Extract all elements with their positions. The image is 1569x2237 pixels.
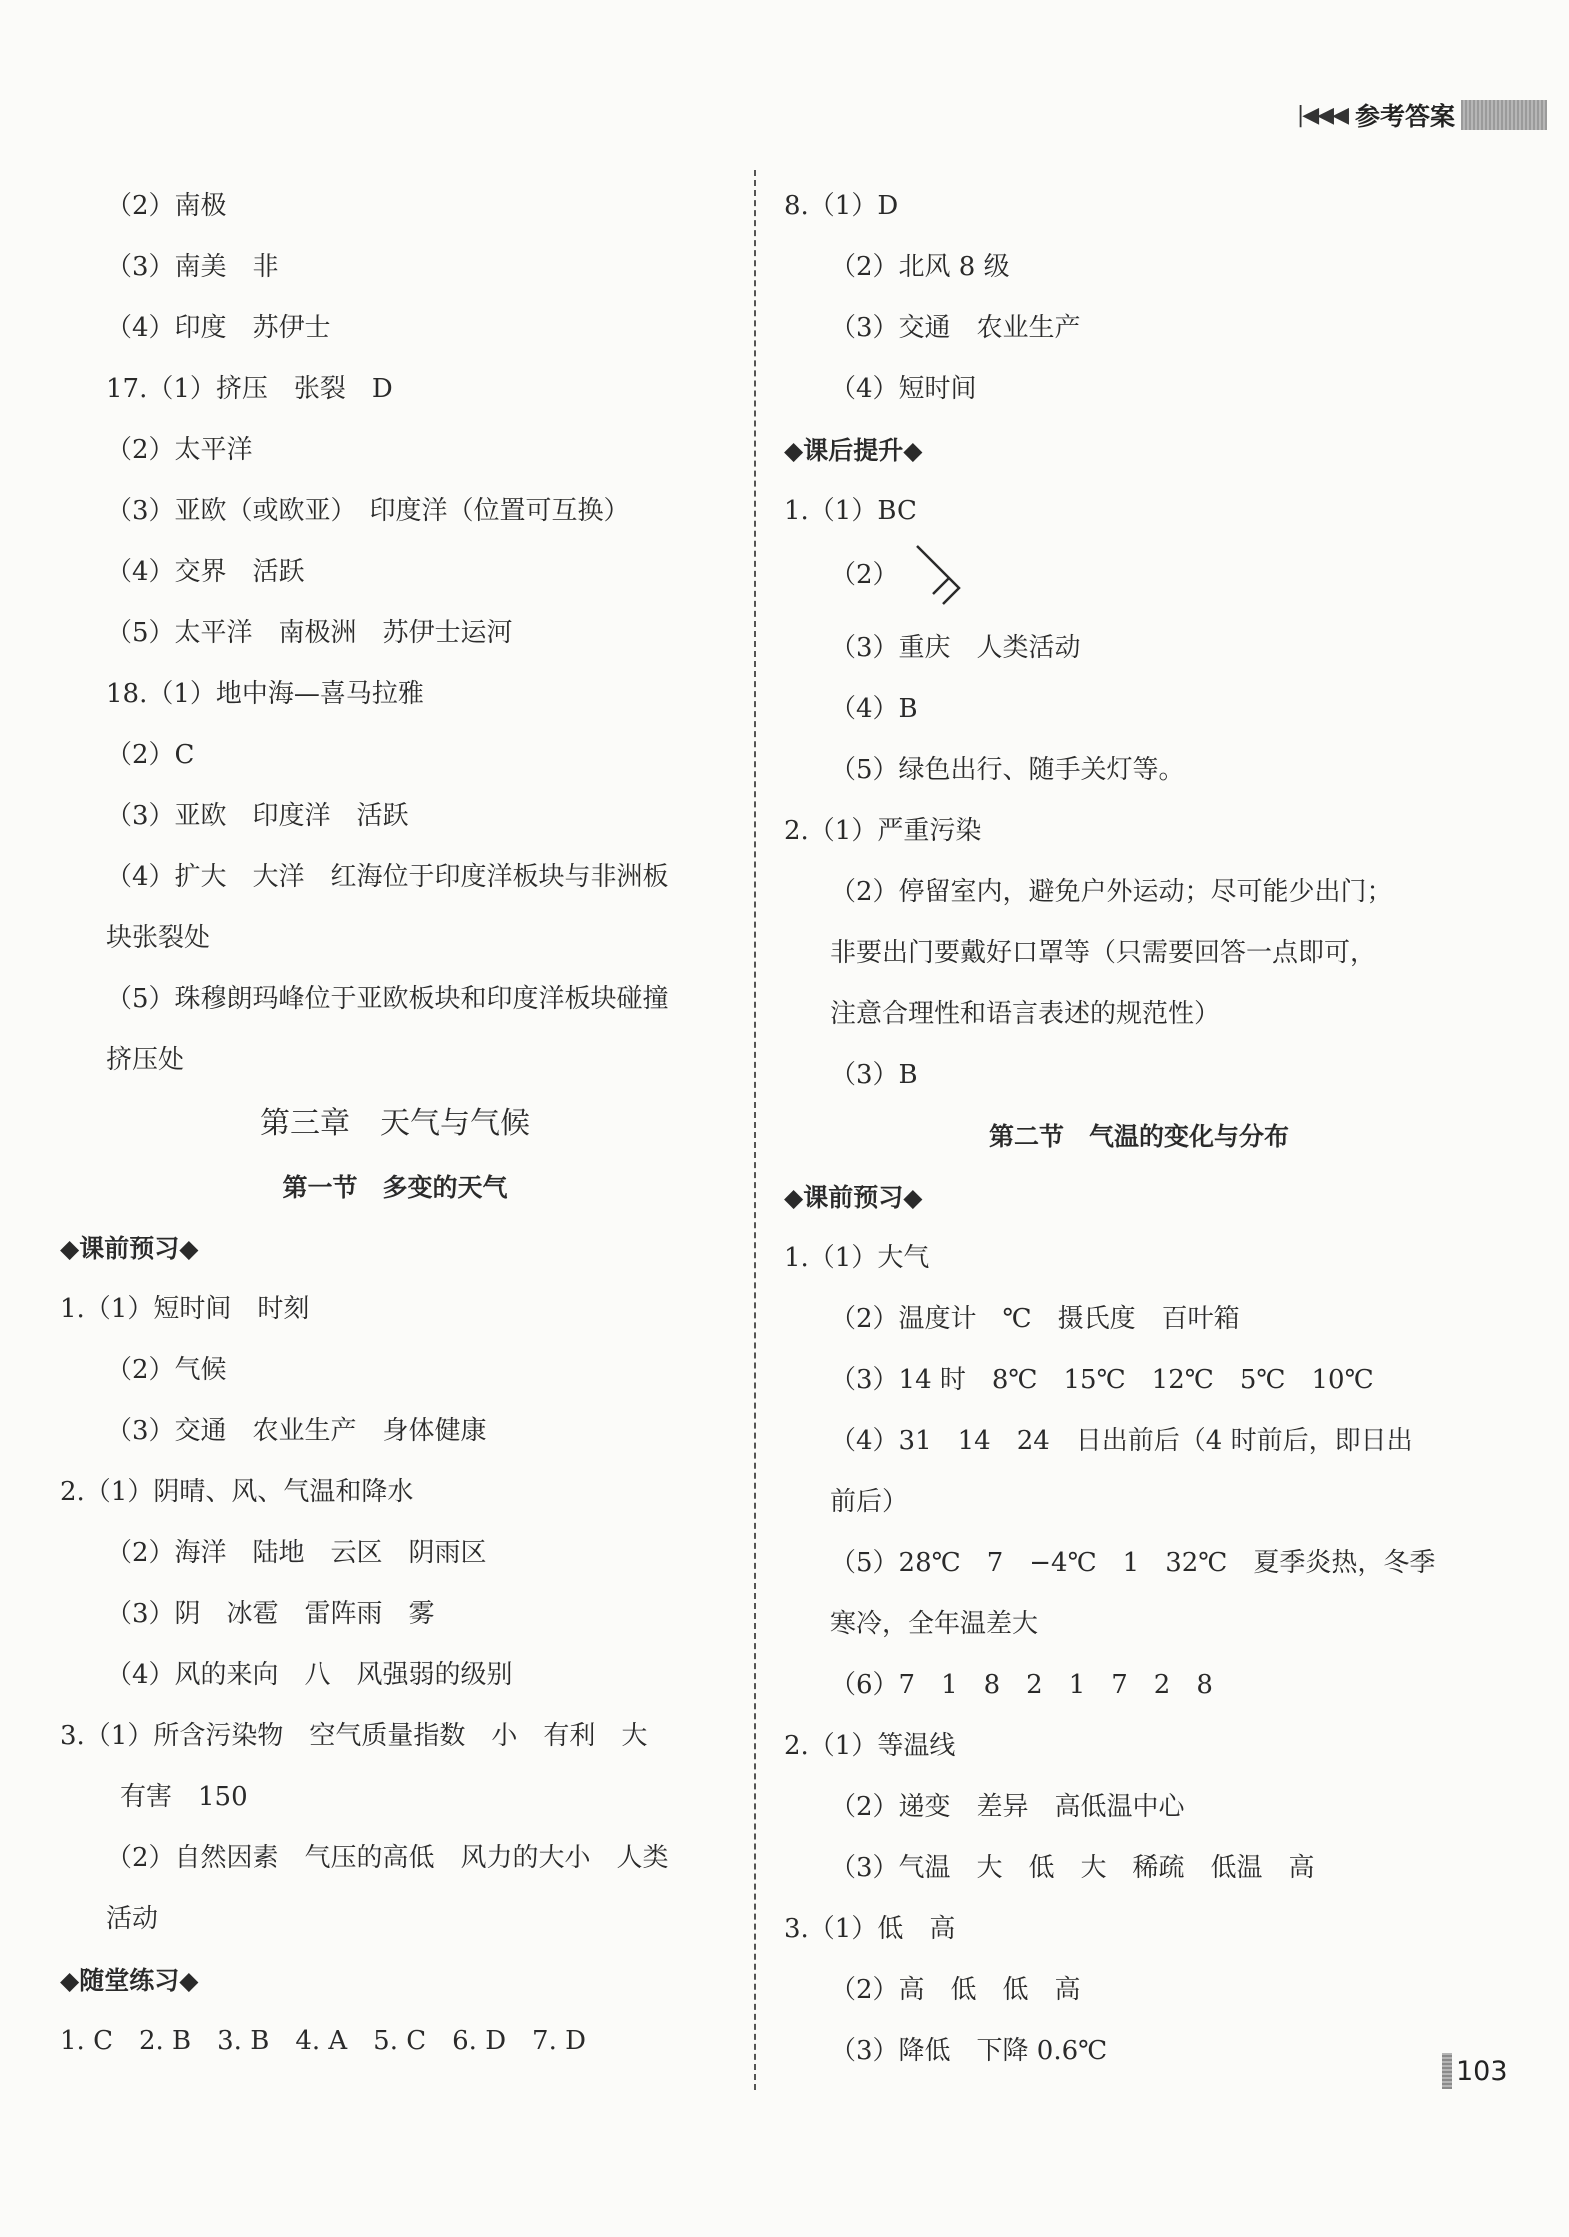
- section-heading: ◆课前预习◆: [784, 1183, 923, 1212]
- answer-line: （3）B: [830, 1060, 918, 1090]
- column-divider: [754, 170, 756, 2090]
- answer-line: （5）珠穆朗玛峰位于亚欧板块和印度洋板块碰撞: [106, 984, 669, 1014]
- answer-line: （4）扩大 大洋 红海位于印度洋板块与非洲板: [106, 862, 669, 892]
- answer-line: 8.（1）D: [784, 191, 899, 221]
- left-column: [60, 176, 730, 2072]
- answer-line: 3.（1）低 高: [784, 1914, 956, 1944]
- answer-line: （2）高 低 低 高: [830, 1975, 1081, 2005]
- answer-line: （2）自然因素 气压的高低 风力的大小 人类: [106, 1843, 669, 1873]
- answer-line: 18.（1）地中海—喜马拉雅: [106, 679, 424, 709]
- answer-line: 活动: [106, 1904, 159, 1934]
- answer-line: （2）温度计 ℃ 摄氏度 百叶箱: [830, 1304, 1240, 1334]
- answer-line: （4）B: [830, 694, 918, 724]
- answer-line: 非要出门要戴好口罩等（只需要回答一点即可，: [830, 938, 1377, 968]
- answer-line: （3）气温 大 低 大 稀疏 低温 高: [830, 1853, 1315, 1883]
- answer-line: （4）短时间: [830, 374, 977, 404]
- answer-line: 1.（1）BC: [784, 496, 917, 526]
- page-number: [1442, 2053, 1508, 2089]
- answer-line: 有害 150: [120, 1782, 248, 1812]
- answer-line: 前后）: [830, 1487, 909, 1517]
- header-decor-bar: [1461, 100, 1547, 130]
- answer-line: 挤压处: [106, 1045, 185, 1075]
- section-heading: ◆随堂练习◆: [60, 1966, 199, 1995]
- page-header: [1297, 100, 1547, 130]
- answer-line: 1. C 2. B 3. B 4. A 5. C 6. D 7. D: [60, 2026, 586, 2056]
- answer-line: 3.（1）所含污染物 空气质量指数 小 有利 大: [60, 1721, 648, 1751]
- answer-line: 1.（1）大气: [784, 1243, 930, 1273]
- answer-line: （3）南美 非: [106, 252, 279, 282]
- header-title: 参考答案: [1354, 102, 1455, 131]
- page-number-decor: [1442, 2053, 1452, 2089]
- answer-line: （5）绿色出行、随手关灯等。: [830, 755, 1185, 785]
- answer-line: （2）C: [106, 740, 195, 770]
- section-heading: ◆课后提升◆: [784, 436, 923, 465]
- answer-line: （4）交界 活跃: [106, 557, 305, 587]
- answer-line: （3）阴 冰雹 雷阵雨 雾: [106, 1599, 435, 1629]
- section-title: 第一节 多变的天气: [282, 1173, 508, 1202]
- answer-line: （2）北风 8 级: [830, 252, 1010, 282]
- right-column: [784, 176, 1494, 2082]
- answer-line: （2）气候: [106, 1355, 227, 1385]
- answer-line: （3）降低 下降 0.6℃: [830, 2036, 1108, 2066]
- answer-line: （5）28℃ 7 −4℃ 1 32℃ 夏季炎热，冬季: [830, 1548, 1436, 1578]
- answer-line: （4）风的来向 八 风强弱的级别: [106, 1660, 513, 1690]
- answer-line: （3）重庆 人类活动: [830, 633, 1081, 663]
- answer-line: （3）交通 农业生产 身体健康: [106, 1416, 487, 1446]
- answer-line: 寒冷，全年温差大: [830, 1609, 1039, 1639]
- answer-line: （3）亚欧 印度洋 活跃: [106, 801, 409, 831]
- answer-line: （3）14 时 8℃ 15℃ 12℃ 5℃ 10℃: [830, 1365, 1374, 1395]
- page-number-text: 103: [1456, 2055, 1508, 2087]
- answer-line: （3）亚欧（或欧亚） 印度洋（位置可互换）: [106, 496, 630, 526]
- answer-line: （2）海洋 陆地 云区 阴雨区: [106, 1538, 487, 1568]
- answer-line: （3）交通 农业生产: [830, 313, 1081, 343]
- answer-line: 2.（1）阴晴、风、气温和降水: [60, 1477, 414, 1507]
- answer-text: （2）: [830, 560, 899, 590]
- answer-line: （2）南极: [106, 191, 227, 221]
- answer-line: 2.（1）严重污染: [784, 816, 982, 846]
- answer-line: （6）7 1 8 2 1 7 2 8: [830, 1670, 1213, 1700]
- answer-line: （4）印度 苏伊士: [106, 313, 331, 343]
- nav-arrows-icon: |◀◀◀: [1296, 102, 1347, 128]
- answer-line: 块张裂处: [106, 923, 211, 953]
- section-heading: ◆课前预习◆: [60, 1234, 199, 1263]
- answer-line: 注意合理性和语言表述的规范性）: [830, 999, 1221, 1029]
- chapter-title: 第三章 天气与气候: [260, 1106, 530, 1141]
- answer-line: （4）31 14 24 日出前后（4 时前后，即日出: [830, 1426, 1413, 1456]
- answer-line: （2）太平洋: [106, 435, 253, 465]
- answer-line: 2.（1）等温线: [784, 1731, 956, 1761]
- answer-line-with-symbol: [784, 542, 1494, 618]
- answer-line: 17.（1）挤压 张裂 D: [106, 374, 393, 404]
- wind-barb-icon: [913, 542, 973, 610]
- answer-line: （2）递变 差异 高低温中心: [830, 1792, 1185, 1822]
- answer-line: （2）停留室内，避免户外运动；尽可能少出门；: [830, 877, 1393, 907]
- answer-line: （5）太平洋 南极洲 苏伊士运河: [106, 618, 513, 648]
- section-title: 第二节 气温的变化与分布: [988, 1122, 1289, 1151]
- answer-line: 1.（1）短时间 时刻: [60, 1294, 310, 1324]
